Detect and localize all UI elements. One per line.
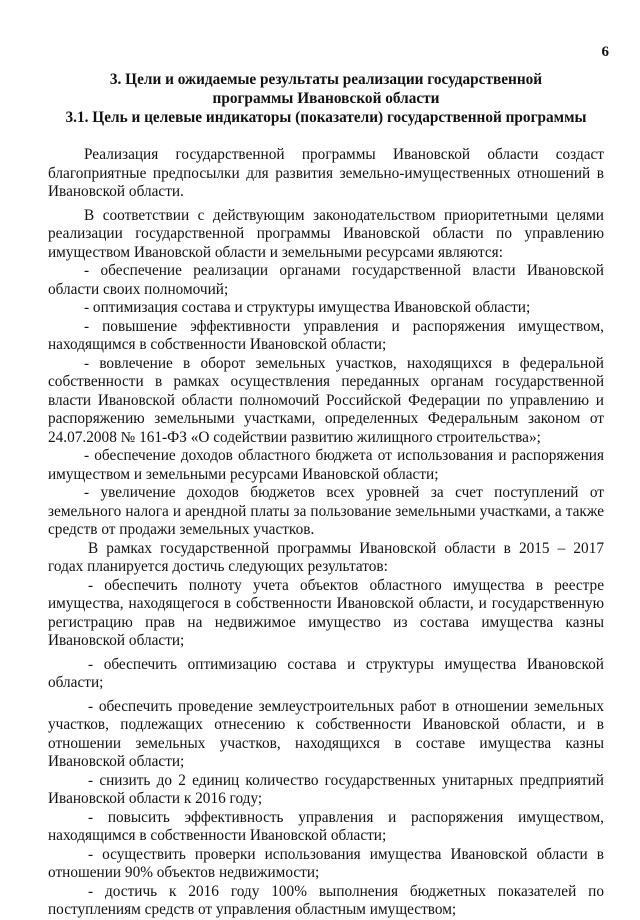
result-item: - достичь к 2016 году 100% выполнения бюджетных показателей по поступлениям средств от управления областным имуществом; [48, 882, 604, 918]
section-heading-line-1: 3. Цели и ожидаемые результаты реализации государственной [109, 71, 543, 88]
result-item: - снизить до 2 единиц количество государственных унитарных предприятий Ивановской области к 2016 году; [48, 771, 604, 807]
result-item: - обеспечить полноту учета объектов областного имущества в реестре имущества, находящегося в собственности Ивановской области, и государственную регистрацию прав на недвижимое имущество из состава имущества казны Ивановской области; [48, 576, 604, 649]
paragraph-intro: Реализация государственной программы Ивановской области создаст благоприятные предпосылки для развития земельно-имущественных отношений в Ивановской области. [48, 146, 604, 200]
goal-item: - обеспечение реализации органами государственной власти Ивановской области своих полномочий; [48, 262, 604, 298]
section-headings [48, 70, 604, 127]
body-text [48, 146, 604, 920]
result-item: - обеспечить оптимизацию состава и структуры имущества Ивановской области; [48, 655, 604, 691]
paragraph-goals-intro: В соответствии с действующим законодательством приоритетными целями реализации государственной программы Ивановской области по управлению имуществом Ивановской области и земельными ресурсами являются: [48, 206, 604, 261]
page-number: 6 [601, 44, 609, 60]
goal-item: - увеличение доходов бюджетов всех уровней за счет поступлений от земельного налога и арендной платы за пользование земельными участками, а также средств от продажи земельных участков. [48, 484, 604, 538]
goal-item: - вовлечение в оборот земельных участков, находящихся в федеральной собственности в рамках осуществления переданных органам государственной власти Ивановской области полномочий Российской Федерации по управлению и распоряжению земельными участками, определенных Федеральным законом от 24.07.2008 № 161-ФЗ «О содействии развитию жилищного строительства»; [48, 354, 604, 446]
section-heading-line-2: программы Ивановской области [212, 90, 440, 107]
goal-item: - повышение эффективности управления и распоряжения имуществом, находящимся в собственности Ивановской области; [48, 317, 604, 353]
result-item: - осуществить проверки использования имущества Ивановской области в отношении 90% объектов недвижимости; [48, 845, 604, 881]
goal-item: - оптимизация состава и структуры имущества Ивановской области; [84, 299, 531, 316]
subsection-heading: 3.1. Цель и целевые индикаторы (показатели) государственной программы [65, 109, 587, 126]
result-item: - обеспечить проведение землеустроительных работ в отношении земельных участков, подлежащих отнесению к собственности Ивановской области, и в отношении земельных участков, находящихся в составе имущества казны Ивановской области; [48, 697, 604, 770]
paragraph-results-intro: В рамках государственной программы Ивановской области в 2015 – 2017 годах планируется достичь следующих результатов: [48, 539, 604, 575]
goal-item: - обеспечение доходов областного бюджета от использования и распоряжения имуществом и земельными ресурсами Ивановской области; [48, 447, 604, 483]
result-item: - повысить эффективность управления и распоряжения имуществом, находящимся в собственности Ивановской области; [48, 808, 604, 844]
